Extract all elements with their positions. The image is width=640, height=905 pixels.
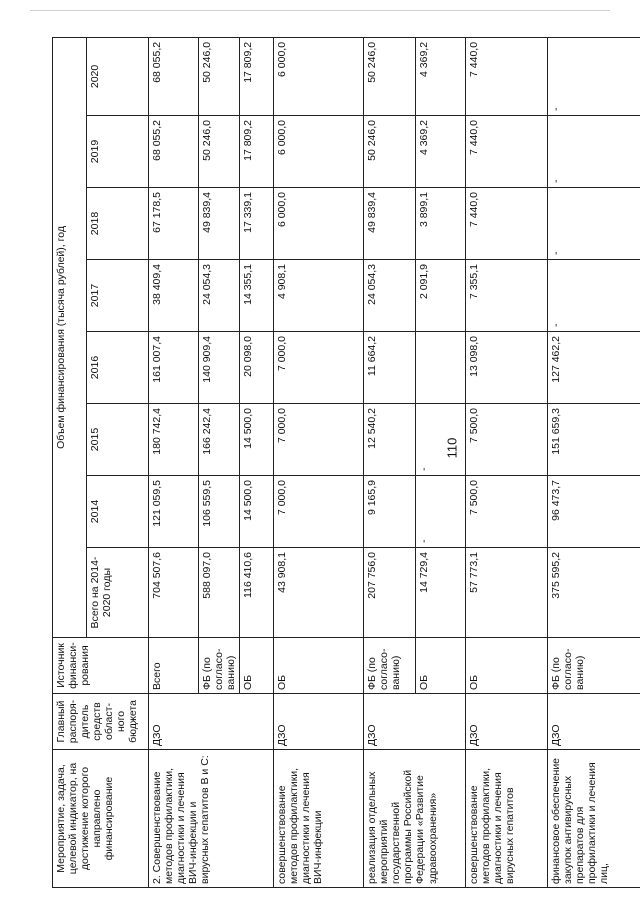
source-cell: ОБ [466, 638, 548, 694]
value-cell: 140 909,4 [199, 332, 240, 404]
total-cell: 375 595,2 [548, 548, 640, 638]
value-cell: 3 899,1 [416, 188, 466, 260]
header-manager: Главный распоря-дитель средств област-ного бюджета [53, 694, 149, 750]
source-cell: ОБ [274, 638, 364, 694]
value-cell: 24 054,3 [364, 260, 416, 332]
value-cell: 7 500,0 [466, 476, 548, 548]
header-year-2018: 2018 [87, 188, 149, 260]
value-cell: 38 409,4 [149, 260, 199, 332]
value-cell: - [548, 116, 640, 188]
value-cell: 17 809,2 [240, 116, 274, 188]
header-year-2019: 2019 [87, 116, 149, 188]
source-cell: ОБ [416, 638, 466, 694]
manager-cell: ДЗО [274, 694, 364, 750]
value-cell: - [548, 188, 640, 260]
table-row [149, 37, 199, 887]
table-row [274, 37, 364, 887]
source-cell: ОБ [240, 638, 274, 694]
event-cell: финансовое обеспечение закупок антивирусных препаратов для профилактики и лечения лиц, [548, 750, 640, 888]
header-year-2017: 2017 [87, 260, 149, 332]
rotated-table-wrapper [52, 38, 617, 888]
value-cell: 7 440,0 [466, 37, 548, 115]
value-cell: 24 054,3 [199, 260, 240, 332]
event-cell: реализация отдельных мероприятий государственной программы Российской Федерации «Развитие здравоохранения» [364, 750, 466, 888]
value-cell: 50 246,0 [199, 37, 240, 115]
value-cell: 2 091,9 [416, 260, 466, 332]
value-cell: - [548, 37, 640, 115]
header-event: Мероприятие, задача, целевой индикатор, на достижение которого направлено финансирование [53, 750, 149, 888]
value-cell: - [416, 476, 466, 548]
manager-cell: ДЗО [466, 694, 548, 750]
value-cell: 67 178,5 [149, 188, 199, 260]
value-cell: 7 440,0 [466, 188, 548, 260]
table-row [364, 37, 416, 887]
value-cell: 17 809,2 [240, 37, 274, 115]
value-cell: 11 664,2 [364, 332, 416, 404]
source-cell: Всего [149, 638, 199, 694]
value-cell: 49 839,4 [364, 188, 416, 260]
value-cell: 4 369,2 [416, 116, 466, 188]
source-cell: ФБ (по согласо-ванию) [364, 638, 416, 694]
value-cell: 106 559,5 [199, 476, 240, 548]
header-year-2016: 2016 [87, 332, 149, 404]
value-cell: 50 246,0 [199, 116, 240, 188]
value-cell: 4 908,1 [274, 260, 364, 332]
page-number: 110 [444, 437, 460, 459]
value-cell: 4 369,2 [416, 37, 466, 115]
value-cell: 13 098,0 [466, 332, 548, 404]
value-cell: 17 339,1 [240, 188, 274, 260]
value-cell: 50 246,0 [364, 37, 416, 115]
value-cell: 7 000,0 [274, 476, 364, 548]
value-cell: 7 440,0 [466, 116, 548, 188]
value-cell: 49 839,4 [199, 188, 240, 260]
value-cell: 7 500,0 [466, 404, 548, 476]
value-cell: 12 540,2 [364, 404, 416, 476]
total-cell: 57 773,1 [466, 548, 548, 638]
value-cell: 14 355,1 [240, 260, 274, 332]
value-cell: 68 055,2 [149, 37, 199, 115]
value-cell: 7 000,0 [274, 332, 364, 404]
value-cell: 6 000,0 [274, 37, 364, 115]
header-year-2015: 2015 [87, 404, 149, 476]
value-cell: 50 246,0 [364, 116, 416, 188]
value-cell: 7 355,1 [466, 260, 548, 332]
header-year-2020: 2020 [87, 37, 149, 115]
header-source: Источник финанси-рования [53, 638, 149, 694]
value-cell: 96 473,7 [548, 476, 640, 548]
value-cell: 161 007,4 [149, 332, 199, 404]
value-cell: 127 462,2 [548, 332, 640, 404]
total-cell: 704 507,6 [149, 548, 199, 638]
value-cell: 180 742,4 [149, 404, 199, 476]
value-cell: - [548, 260, 640, 332]
manager-cell: ДЗО [364, 694, 466, 750]
financing-table [52, 37, 640, 888]
value-cell: 14 500,0 [240, 476, 274, 548]
table-row [548, 37, 640, 887]
value-cell [416, 332, 466, 404]
total-cell: 14 729,4 [416, 548, 466, 638]
total-cell: 43 908,1 [274, 548, 364, 638]
source-cell: ФБ (по согласо-ванию) [199, 638, 240, 694]
value-cell: 151 659,3 [548, 404, 640, 476]
value-cell: 14 500,0 [240, 404, 274, 476]
manager-cell: ДЗО [548, 694, 640, 750]
value-cell: 20 098,0 [240, 332, 274, 404]
value-cell: 121 059,5 [149, 476, 199, 548]
event-cell: совершенствование методов профилактики, диагностики и лечения ВИЧ-инфекции [274, 750, 364, 888]
manager-cell: ДЗО [149, 694, 274, 750]
header-year-2014: 2014 [87, 476, 149, 548]
event-cell: 2. Совершенствование методов профилактики, диагностики и лечения ВИЧ-инфекции и вирусных гепатитов В и С: [149, 750, 274, 888]
total-cell: 588 097,0 [199, 548, 240, 638]
value-cell: 9 165,9 [364, 476, 416, 548]
total-cell: 116 410,6 [240, 548, 274, 638]
table-row [466, 37, 548, 887]
value-cell: - [416, 404, 466, 476]
header-volume: Объем финансирования (тысяча рублей), год [53, 37, 87, 637]
value-cell: 166 242,4 [199, 404, 240, 476]
scan-artifact-top [30, 10, 610, 11]
total-cell: 207 756,0 [364, 548, 416, 638]
value-cell: 68 055,2 [149, 116, 199, 188]
source-cell: ФБ (по согласо-ванию) [548, 638, 640, 694]
header-total: Всего на 2014-2020 годы [87, 548, 149, 638]
event-cell: совершенствование методов профилактики, диагностики и лечения вирусных гепатитов [466, 750, 548, 888]
value-cell: 6 000,0 [274, 188, 364, 260]
value-cell: 7 000,0 [274, 404, 364, 476]
value-cell: 6 000,0 [274, 116, 364, 188]
